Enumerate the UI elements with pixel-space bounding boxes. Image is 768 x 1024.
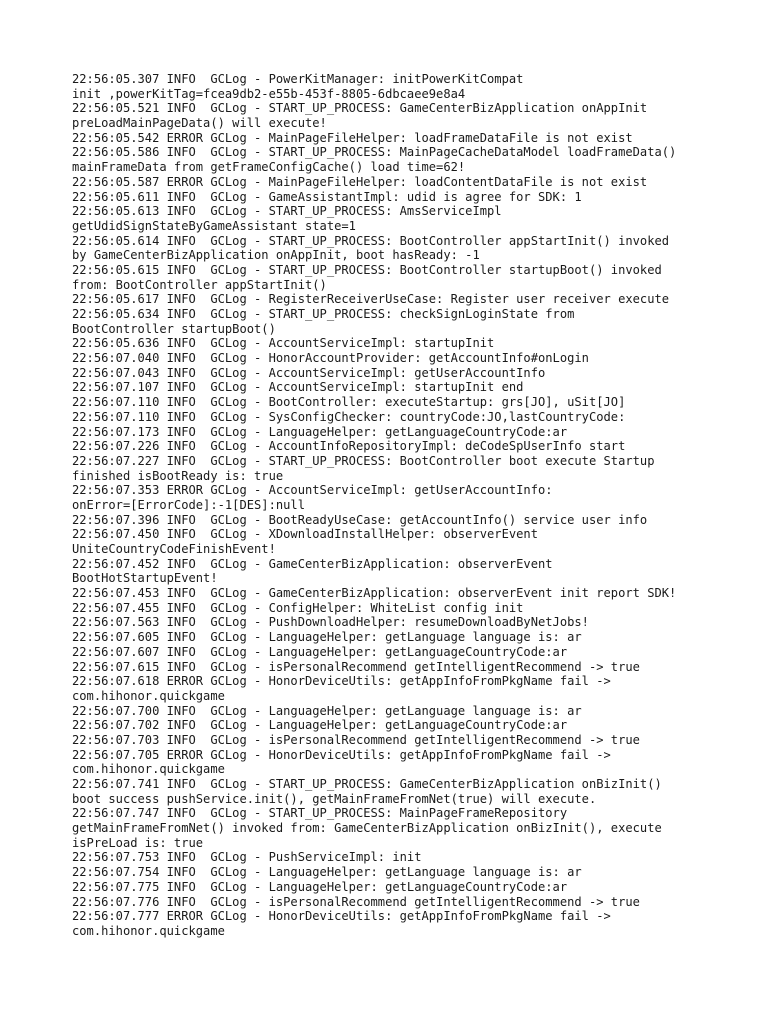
log-line: 22:56:07.450 INFO GCLog - XDownloadInstallHelper: observerEvent	[72, 527, 538, 542]
log-line: 22:56:05.636 INFO GCLog - AccountServiceImpl: startupInit	[72, 336, 495, 351]
log-line: 22:56:07.607 INFO GCLog - LanguageHelper: getLanguageCountryCode:ar	[72, 644, 568, 659]
log-line: 22:56:07.227 INFO GCLog - START_UP_PROCESS: BootController boot execute Startup	[72, 453, 655, 468]
log-line: 22:56:05.617 INFO GCLog - RegisterReceiverUseCase: Register user receiver execute	[72, 292, 670, 307]
log-line: 22:56:07.396 INFO GCLog - BootReadyUseCase: getAccountInfo() service user info	[72, 512, 648, 527]
log-line: 22:56:07.741 INFO GCLog - START_UP_PROCESS: GameCenterBizApplication onBizInit()	[72, 777, 662, 791]
log-line: 22:56:07.615 INFO GCLog - isPersonalRecommend getIntelligentRecommend -> true	[72, 659, 640, 674]
log-line: 22:56:07.563 INFO GCLog - PushDownloadHelper: resumeDownloadByNetJobs!	[72, 615, 589, 630]
log-line: 22:56:05.586 INFO GCLog - START_UP_PROCESS: MainPageCacheDataModel loadFrameData()	[72, 145, 677, 160]
log-line: init ,powerKitTag=fcea9db2-e55b-453f-8805-6dbcaee9e8a4	[72, 86, 466, 101]
log-line: 22:56:07.043 INFO GCLog - AccountServiceImpl: getUserAccountInfo	[72, 365, 546, 380]
log-line: com.hihonor.quickgame	[72, 688, 225, 703]
log-line: 22:56:07.453 INFO GCLog - GameCenterBizApplication: observerEvent init report SDK!	[72, 586, 677, 601]
log-line: getUdidSignStateByGameAssistant state=1	[72, 218, 356, 233]
log-line: 22:56:07.226 INFO GCLog - AccountInfoRepositoryImpl: deCodeSpUserInfo start	[72, 439, 626, 454]
log-line: 22:56:07.605 INFO GCLog - LanguageHelper: getLanguage language is: ar	[72, 630, 582, 645]
log-line: 22:56:07.705 ERROR GCLog - HonorDeviceUtils: getAppInfoFromPkgName fail ->	[72, 747, 611, 762]
log-line: isPreLoad is: true	[72, 835, 204, 850]
log-line: 22:56:07.107 INFO GCLog - AccountServiceImpl: startupInit end	[72, 380, 524, 395]
log-line: 22:56:07.753 INFO GCLog - PushServiceImpl: init	[72, 850, 422, 865]
log-line: boot success pushService.init(), getMainFrameFromNet(true) will execute.	[72, 791, 597, 806]
log-line: UniteCountryCodeFinishEvent!	[72, 542, 276, 556]
log-line: com.hihonor.quickgame	[72, 762, 225, 777]
log-line: 22:56:07.702 INFO GCLog - LanguageHelper: getLanguageCountryCode:ar	[72, 718, 568, 733]
log-line: 22:56:05.611 INFO GCLog - GameAssistantImpl: udid is agree for SDK: 1	[72, 189, 582, 204]
log-line: mainFrameData from getFrameConfigCache() load time=62!	[72, 160, 466, 175]
log-line: 22:56:05.307 INFO GCLog - PowerKitManager: initPowerKitCompat	[72, 72, 524, 86]
log-line: 22:56:07.777 ERROR GCLog - HonorDeviceUtils: getAppInfoFromPkgName fail ->	[72, 909, 611, 924]
log-line: 22:56:05.587 ERROR GCLog - MainPageFileHelper: loadContentDataFile is not exist	[72, 174, 648, 189]
log-line: 22:56:07.703 INFO GCLog - isPersonalRecommend getIntelligentRecommend -> true	[72, 732, 640, 747]
log-line: onError=[ErrorCode]:-1[DES]:null	[72, 497, 305, 512]
log-line: from: BootController appStartInit()	[72, 277, 327, 292]
log-line: BootHotStartupEvent!	[72, 571, 218, 586]
log-line: 22:56:07.776 INFO GCLog - isPersonalRecommend getIntelligentRecommend -> true	[72, 894, 640, 909]
log-line: getMainFrameFromNet() invoked from: GameCenterBizApplication onBizInit(), execute	[72, 821, 662, 836]
log-line: BootController startupBoot()	[72, 321, 276, 336]
log-line: 22:56:07.747 INFO GCLog - START_UP_PROCESS: MainPageFrameRepository	[72, 806, 568, 821]
log-line: 22:56:07.173 INFO GCLog - LanguageHelper: getLanguageCountryCode:ar	[72, 424, 568, 439]
log-line: 22:56:07.040 INFO GCLog - HonorAccountProvider: getAccountInfo#onLogin	[72, 351, 589, 366]
log-line: 22:56:05.613 INFO GCLog - START_UP_PROCESS: AmsServiceImpl	[72, 204, 502, 219]
log-line: 22:56:07.110 INFO GCLog - BootController: executeStartup: grs[JO], uSit[JO]	[72, 395, 626, 410]
log-line: 22:56:07.618 ERROR GCLog - HonorDeviceUtils: getAppInfoFromPkgName fail ->	[72, 674, 611, 689]
log-line: 22:56:05.521 INFO GCLog - START_UP_PROCESS: GameCenterBizApplication onAppInit	[72, 101, 648, 116]
log-line: 22:56:07.110 INFO GCLog - SysConfigChecker: countryCode:JO,lastCountryCode:	[72, 409, 626, 424]
log-line: 22:56:07.452 INFO GCLog - GameCenterBizApplication: observerEvent	[72, 556, 553, 571]
log-line: 22:56:07.754 INFO GCLog - LanguageHelper: getLanguage language is: ar	[72, 865, 582, 880]
log-line: preLoadMainPageData() will execute!	[72, 116, 327, 131]
log-text-block	[72, 72, 712, 939]
log-line: 22:56:05.615 INFO GCLog - START_UP_PROCESS: BootController startupBoot() invoked	[72, 262, 662, 277]
log-line: finished isBootReady is: true	[72, 468, 284, 483]
log-line: by GameCenterBizApplication onAppInit, boot hasReady: -1	[72, 248, 480, 263]
log-line: 22:56:05.634 INFO GCLog - START_UP_PROCESS: checkSignLoginState from	[72, 307, 575, 321]
log-line: 22:56:05.614 INFO GCLog - START_UP_PROCESS: BootController appStartInit() invoked	[72, 233, 670, 248]
log-line: 22:56:07.353 ERROR GCLog - AccountServiceImpl: getUserAccountInfo:	[72, 483, 553, 498]
log-line: 22:56:07.775 INFO GCLog - LanguageHelper: getLanguageCountryCode:ar	[72, 879, 568, 894]
log-line: 22:56:05.542 ERROR GCLog - MainPageFileHelper: loadFrameDataFile is not exist	[72, 130, 633, 145]
log-line: 22:56:07.455 INFO GCLog - ConfigHelper: WhiteList config init	[72, 600, 524, 615]
log-line: com.hihonor.quickgame	[72, 923, 225, 938]
log-line: 22:56:07.700 INFO GCLog - LanguageHelper: getLanguage language is: ar	[72, 703, 582, 718]
